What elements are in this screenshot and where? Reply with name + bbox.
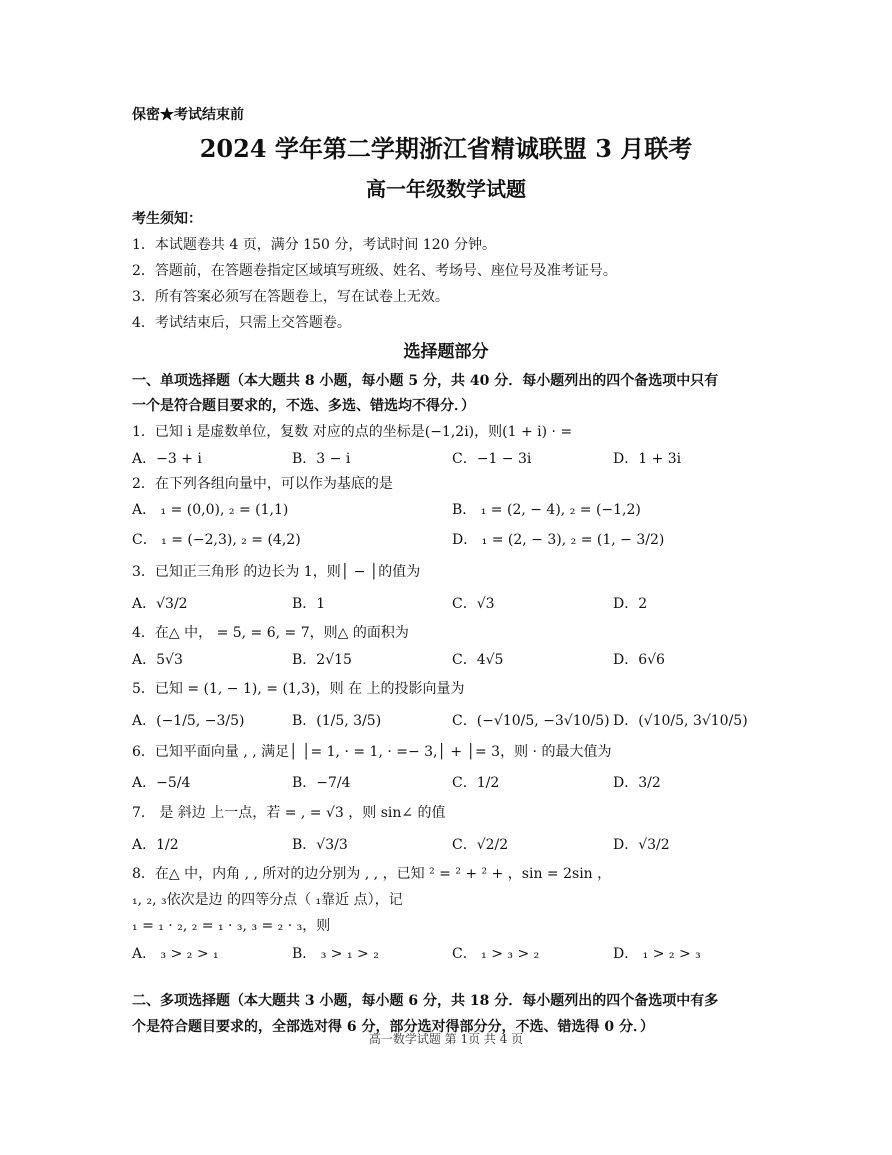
option-c: C．4√5 bbox=[452, 652, 504, 668]
exam-title: 2024 学年第二学期浙江省精诚联盟 3 月联考 bbox=[199, 134, 693, 163]
option-c: C． ₁ = (−2,3), ₂ = (4,2) bbox=[132, 532, 301, 548]
option-a: A．1/2 bbox=[132, 837, 179, 853]
option-c: C．√3 bbox=[452, 596, 495, 612]
option-b: B． ₃ > ₁ > ₂ bbox=[292, 946, 379, 962]
question-stem: 8．在△ 中，内角 , , 所对的边分别为 , , ，已知 ² = ² + ² + ，sin = 2sin ， bbox=[132, 866, 612, 882]
option-d: D．6√6 bbox=[613, 652, 665, 668]
option-a: A．−3 + i bbox=[132, 451, 202, 467]
option-a: A．5√3 bbox=[132, 652, 183, 668]
notice-item: 4．考试结束后，只需上交答题卷。 bbox=[132, 315, 351, 331]
option-d: D．√3/2 bbox=[613, 837, 670, 853]
notice-heading: 考生须知： bbox=[132, 211, 202, 227]
option-a: A． ₃ > ₂ > ₁ bbox=[132, 946, 219, 962]
option-c: C．√2/2 bbox=[452, 837, 509, 853]
notice-item: 1．本试题卷共 4 页，满分 150 分，考试时间 120 分钟。 bbox=[132, 237, 496, 253]
question-stem: 6．已知平面向量 , , 满足│ │= 1, · = 1, · =− 3,│ + │= 3，则 · 的最大值为 bbox=[132, 744, 612, 760]
option-d: D． ₁ > ₂ > ₃ bbox=[613, 946, 701, 962]
question-stem: ₁ = ₁ · ₂, ₂ = ₁ · ₃, ₃ = ₂ · ₃，则 bbox=[132, 918, 331, 934]
part1-heading: 一个是符合题目要求的，不选、多选、错选均不得分．） bbox=[132, 398, 475, 414]
question-stem: ₁, ₂, ₃依次是边 的四等分点（ ₁靠近 点），记 bbox=[132, 892, 403, 908]
part1-heading: 一、单项选择题（本大题共 8 小题，每小题 5 分，共 40 分．每小题列出的四个备选项中只有 bbox=[132, 373, 719, 389]
option-a: A．(−1/5, −3/5) bbox=[132, 713, 245, 729]
part2-heading: 二、多项选择题（本大题共 3 小题，每小题 6 分，共 18 分．每小题列出的四个备选项中有多 bbox=[132, 993, 719, 1009]
option-b: B．(1/5, 3/5) bbox=[292, 713, 382, 729]
question-stem: 2．在下列各组向量中，可以作为基底的是 bbox=[132, 476, 393, 492]
option-d: D．3/2 bbox=[613, 775, 661, 791]
option-b: B．3 − i bbox=[292, 451, 351, 467]
option-d: D．2 bbox=[613, 596, 648, 612]
option-c: C．(−√10/5, −3√10/5) bbox=[452, 713, 610, 729]
option-a: A． ₁ = (0,0), ₂ = (1,1) bbox=[132, 502, 289, 518]
option-a: A．√3/2 bbox=[132, 596, 188, 612]
option-b: B．−7/4 bbox=[292, 775, 351, 791]
option-c: C．1/2 bbox=[452, 775, 500, 791]
question-stem: 7． 是 斜边 上一点，若 = , = √3 ，则 sin∠ 的值 bbox=[132, 805, 446, 821]
page-footer: 高一数学试题 第 1页 共 4 页 bbox=[368, 1032, 524, 1046]
option-b: B．2√15 bbox=[292, 652, 352, 668]
option-c: C． ₁ > ₃ > ₂ bbox=[452, 946, 540, 962]
part2-heading: 个是符合题目要求的，全部选对得 6 分，部分选对得部分分，不选、错选得 0 分．） bbox=[132, 1019, 654, 1035]
option-d: D． ₁ = (2, − 3), ₂ = (1, − 3/2) bbox=[452, 532, 665, 548]
question-stem: 1．已知 i 是虚数单位，复数 对应的点的坐标是(−1,2i)，则(1 + i) · = bbox=[132, 424, 573, 440]
option-d: D．(√10/5, 3√10/5) bbox=[613, 713, 748, 729]
option-a: A．−5/4 bbox=[132, 775, 191, 791]
option-b: B．1 bbox=[292, 596, 326, 612]
section-title: 选择题部分 bbox=[403, 342, 489, 362]
option-d: D．1 + 3i bbox=[613, 451, 682, 467]
option-b: B．√3/3 bbox=[292, 837, 348, 853]
question-stem: 3．已知正三角形 的边长为 1，则│ − │的值为 bbox=[132, 564, 421, 580]
exam-subtitle: 高一年级数学试题 bbox=[366, 177, 526, 201]
question-stem: 4．在△ 中， = 5, = 6, = 7，则△ 的面积为 bbox=[132, 625, 409, 641]
question-stem: 5．已知 = (1, − 1), = (1,3)，则 在 上的投影向量为 bbox=[132, 681, 465, 697]
option-c: C．−1 − 3i bbox=[452, 451, 532, 467]
notice-item: 3．所有答案必须写在答题卷上，写在试卷上无效。 bbox=[132, 289, 449, 305]
option-b: B． ₁ = (2, − 4), ₂ = (−1,2) bbox=[452, 502, 641, 518]
notice-item: 2．答题前，在答题卷指定区域填写班级、姓名、考场号、座位号及准考证号。 bbox=[132, 263, 617, 279]
confidential-label: 保密★考试结束前 bbox=[132, 107, 244, 123]
